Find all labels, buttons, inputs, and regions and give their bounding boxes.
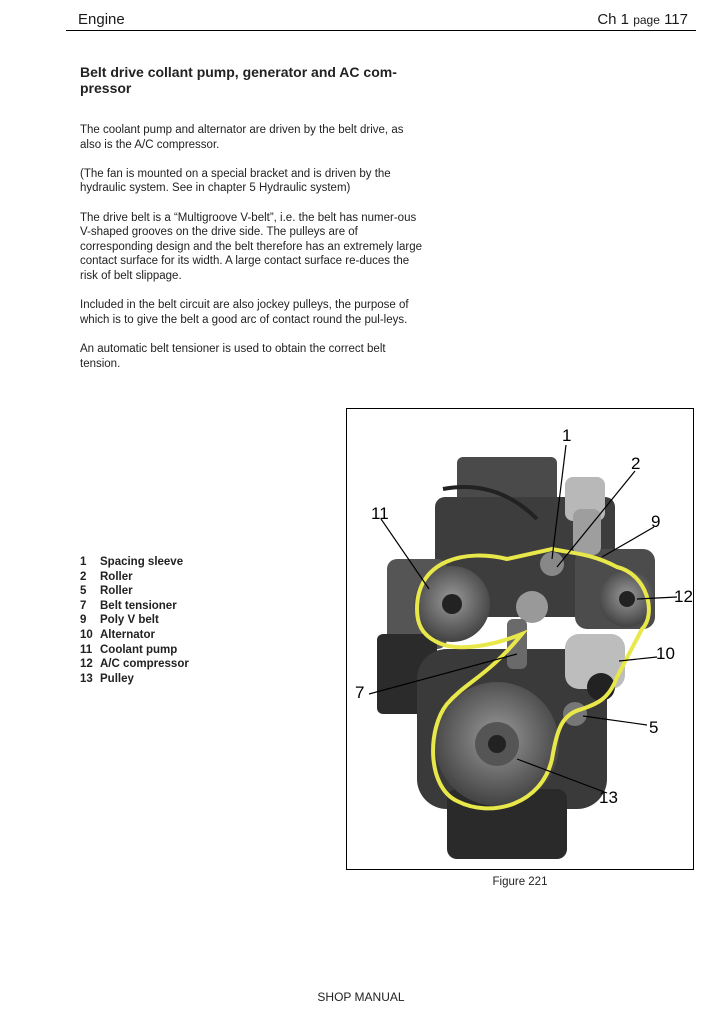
engine-figure bbox=[346, 408, 694, 870]
paragraph-2: (The fan is mounted on a special bracket and is driven by the hydraulic system. See in chapter 5 Hydraulic system) bbox=[80, 167, 391, 195]
paragraph-5: An automatic belt tensioner is used to obtain the correct belt tension. bbox=[80, 342, 386, 370]
callout-10: 10 bbox=[656, 644, 675, 663]
figure-caption: Figure 221 bbox=[492, 876, 548, 888]
callout-1: 1 bbox=[562, 426, 572, 445]
callout-7: 7 bbox=[355, 683, 365, 702]
page-number: 117 bbox=[664, 11, 688, 28]
callout-9: 9 bbox=[651, 512, 661, 531]
paragraph-3: The drive belt is a “Multigroove V-belt”, i.e. the belt has numer-ous V-shaped grooves on the drive side. The pulleys are of corresponding design and the belt therefore has an extremely large contact surface for its width. A large contact surface re-duces the risk of belt slippage. bbox=[80, 211, 423, 282]
paragraph-1: The coolant pump and alternator are driven by the belt drive, as also is the A/C compressor. bbox=[80, 124, 404, 151]
page-footer: SHOP MANUAL bbox=[317, 990, 405, 1004]
chapter-label: Ch 1 bbox=[597, 11, 630, 28]
legend-item: 11 Coolant pump bbox=[80, 643, 178, 656]
figure-legend bbox=[80, 555, 189, 686]
callout-2: 2 bbox=[631, 454, 641, 473]
legend-item: 1 Spacing sleeve bbox=[80, 556, 184, 568]
legend-item: 5 Roller bbox=[80, 585, 133, 598]
legend-item: 7 Belt tensioner bbox=[80, 599, 177, 612]
page-header bbox=[66, 10, 696, 31]
legend-item: 12 A/C compressor bbox=[80, 658, 189, 671]
callout-12: 12 bbox=[674, 587, 693, 606]
callout-13: 13 bbox=[599, 788, 618, 807]
legend-item: 10 Alternator bbox=[80, 628, 155, 641]
callout-5: 5 bbox=[649, 718, 659, 737]
page-title: Belt drive collant pump, generator and AC com- pressor bbox=[80, 64, 397, 96]
callout-11: 11 bbox=[371, 504, 389, 523]
legend-item: 2 Roller bbox=[80, 570, 133, 583]
legend-item: 13 Pulley bbox=[80, 672, 134, 685]
section-name: Engine bbox=[78, 11, 125, 28]
page-reference bbox=[597, 11, 688, 28]
body-text bbox=[80, 123, 425, 386]
roller-5 bbox=[563, 702, 587, 726]
engine-illustration bbox=[347, 409, 693, 869]
crankshaft-pulley bbox=[435, 682, 559, 806]
legend-item: 9 Poly V belt bbox=[80, 614, 159, 627]
paragraph-4: Included in the belt circuit are also jockey pulleys, the purpose of which is to give the belt a good arc of contact round the pul-leys. bbox=[80, 299, 409, 326]
page-label: page bbox=[633, 13, 660, 27]
